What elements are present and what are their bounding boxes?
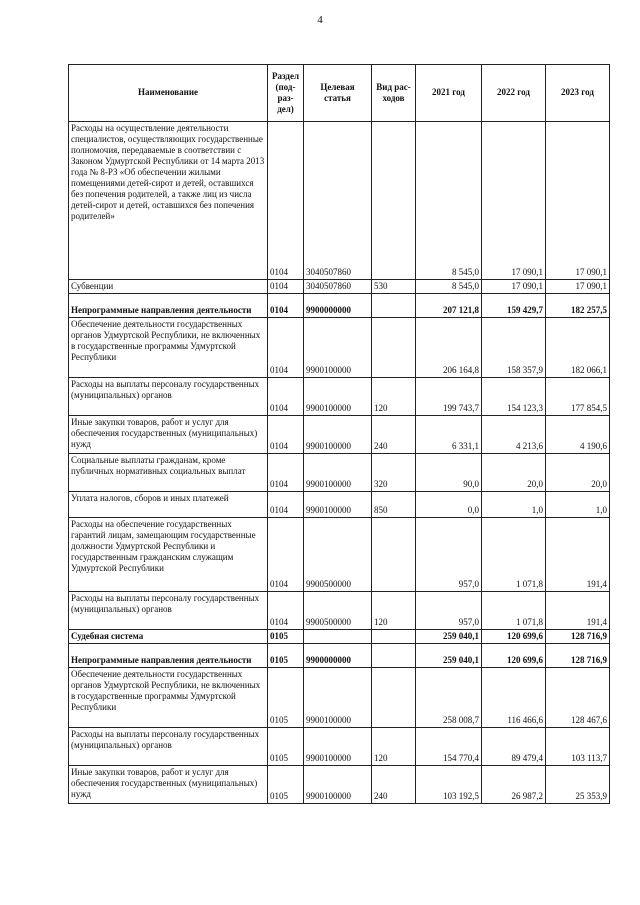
table-row [69,765,610,803]
cell-section: 0104 [268,122,304,280]
cell-expense-type: 240 [372,765,416,803]
cell-2021: 258 008,7 [416,667,482,727]
cell-2023: 20,0 [546,453,610,491]
cell-target: 9900500000 [304,591,372,629]
cell-section: 0104 [268,293,304,317]
cell-section: 0104 [268,280,304,294]
cell-2023: 182 257,5 [546,293,610,317]
cell-2021: 6 331,1 [416,415,482,453]
cell-name: Иные закупки товаров, работ и услуг для обеспечения государственных (муниципальных) нужд [69,765,268,803]
cell-2022: 1 071,8 [482,517,546,591]
cell-2023: 128 716,9 [546,643,610,667]
cell-target: 9900100000 [304,667,372,727]
table-row [69,629,610,643]
cell-2023: 191,4 [546,517,610,591]
header-expense-type: Вид рас-ходов [372,65,416,122]
cell-target: 9900100000 [304,377,372,415]
cell-expense-type: 120 [372,727,416,765]
cell-name: Расходы на выплаты персоналу государственных (муниципальных) органов [69,591,268,629]
cell-name: Обеспечение деятельности государственных органов Удмуртской Республики, не включенных в государственные программы Удмуртской Республики [69,667,268,727]
cell-2022: 89 479,4 [482,727,546,765]
cell-target: 9900100000 [304,415,372,453]
page-number: 4 [317,14,323,26]
cell-2023: 191,4 [546,591,610,629]
cell-2021: 8 545,0 [416,280,482,294]
header-target: Целевая статья [304,65,372,122]
table-row [69,122,610,280]
cell-name: Судебная система [69,629,268,643]
table-body [69,122,610,804]
table-row [69,643,610,667]
cell-target: 3040507860 [304,280,372,294]
header-name: Наименование [69,65,268,122]
cell-section: 0105 [268,727,304,765]
cell-target: 9900000000 [304,293,372,317]
cell-2021: 207 121,8 [416,293,482,317]
cell-2021: 0,0 [416,491,482,517]
cell-expense-type: 850 [372,491,416,517]
cell-expense-type: 120 [372,591,416,629]
cell-section: 0104 [268,317,304,377]
cell-name: Социальные выплаты гражданам, кроме публичных нормативных социальных выплат [69,453,268,491]
cell-expense-type: 320 [372,453,416,491]
table-row [69,293,610,317]
cell-name: Субвенции [69,280,268,294]
cell-2021: 199 743,7 [416,377,482,415]
cell-2021: 259 040,1 [416,643,482,667]
cell-section: 0105 [268,667,304,727]
cell-target: 9900000000 [304,643,372,667]
cell-section: 0105 [268,765,304,803]
cell-section: 0104 [268,591,304,629]
cell-2023: 25 353,9 [546,765,610,803]
cell-2023: 182 066,1 [546,317,610,377]
cell-2023: 177 854,5 [546,377,610,415]
table-row [69,377,610,415]
table-row [69,727,610,765]
cell-expense-type: 530 [372,280,416,294]
cell-2021: 103 192,5 [416,765,482,803]
cell-name: Непрограммные направления деятельности [69,293,268,317]
table-row [69,517,610,591]
cell-section: 0104 [268,517,304,591]
cell-name: Иные закупки товаров, работ и услуг для обеспечения государственных (муниципальных) нужд [69,415,268,453]
table-row [69,453,610,491]
cell-target: 9900100000 [304,317,372,377]
cell-2022: 116 466,6 [482,667,546,727]
cell-name: Расходы на выплаты персоналу государственных (муниципальных) органов [69,727,268,765]
cell-name: Непрограммные направления деятельности [69,643,268,667]
cell-2021: 206 164,8 [416,317,482,377]
cell-target: 9900100000 [304,727,372,765]
cell-expense-type [372,629,416,643]
cell-2022: 158 357,9 [482,317,546,377]
header-2022: 2022 год [482,65,546,122]
cell-2023: 128 467,6 [546,667,610,727]
cell-2022: 154 123,3 [482,377,546,415]
cell-expense-type [372,667,416,727]
cell-target: 9900100000 [304,453,372,491]
cell-target: 9900100000 [304,491,372,517]
table-row [69,415,610,453]
table-row [69,491,610,517]
cell-2022: 17 090,1 [482,280,546,294]
cell-2022: 26 987,2 [482,765,546,803]
cell-2022: 17 090,1 [482,122,546,280]
cell-name: Уплата налогов, сборов и иных платежей [69,491,268,517]
cell-2021: 8 545,0 [416,122,482,280]
cell-name: Обеспечение деятельности государственных органов Удмуртской Республики, не включенных в государственные программы Удмуртской Республики [69,317,268,377]
cell-expense-type: 120 [372,377,416,415]
table-row [69,591,610,629]
cell-section: 0104 [268,453,304,491]
cell-section: 0105 [268,629,304,643]
table-row [69,280,610,294]
cell-2022: 20,0 [482,453,546,491]
cell-expense-type [372,317,416,377]
cell-2023: 128 716,9 [546,629,610,643]
table-row [69,317,610,377]
cell-2022: 1 071,8 [482,591,546,629]
header-section: Раздел (под-раз-дел) [268,65,304,122]
cell-section: 0104 [268,491,304,517]
header-2021: 2021 год [416,65,482,122]
cell-2023: 17 090,1 [546,122,610,280]
cell-section: 0104 [268,415,304,453]
cell-name: Расходы на обеспечение государственных гарантий лицам, замещающим государственные должности Удмуртской Республики и государственным гражданским служащим Удмуртской Республики [69,517,268,591]
cell-2021: 90,0 [416,453,482,491]
cell-name: Расходы на осуществление деятельности специалистов, осуществляющих государственные полномочия, передаваемые в соответствии с Законом Удмуртской Республики от 14 марта 2013 года № 8-РЗ «Об обеспечении жилыми помещениями детей-сирот и детей, оставшихся без попечения родителей, а также лиц из числа детей-сирот и детей, оставшихся без попечения родителей» [69,122,268,280]
cell-2022: 120 699,6 [482,643,546,667]
header-2023: 2023 год [546,65,610,122]
cell-target [304,629,372,643]
cell-2022: 4 213,6 [482,415,546,453]
cell-target: 9900500000 [304,517,372,591]
cell-name: Расходы на выплаты персоналу государственных (муниципальных) органов [69,377,268,415]
cell-section: 0104 [268,377,304,415]
cell-2021: 957,0 [416,591,482,629]
cell-2023: 1,0 [546,491,610,517]
cell-expense-type [372,643,416,667]
cell-target: 3040507860 [304,122,372,280]
table-row [69,667,610,727]
cell-2021: 957,0 [416,517,482,591]
cell-2022: 1,0 [482,491,546,517]
cell-expense-type [372,122,416,280]
table-header-row [69,65,610,122]
cell-section: 0105 [268,643,304,667]
cell-2022: 120 699,6 [482,629,546,643]
cell-expense-type [372,517,416,591]
cell-expense-type: 240 [372,415,416,453]
cell-2023: 4 190,6 [546,415,610,453]
cell-expense-type [372,293,416,317]
budget-table [68,64,610,804]
cell-2021: 154 770,4 [416,727,482,765]
cell-2021: 259 040,1 [416,629,482,643]
cell-2023: 17 090,1 [546,280,610,294]
cell-2023: 103 113,7 [546,727,610,765]
cell-target: 9900100000 [304,765,372,803]
cell-2022: 159 429,7 [482,293,546,317]
